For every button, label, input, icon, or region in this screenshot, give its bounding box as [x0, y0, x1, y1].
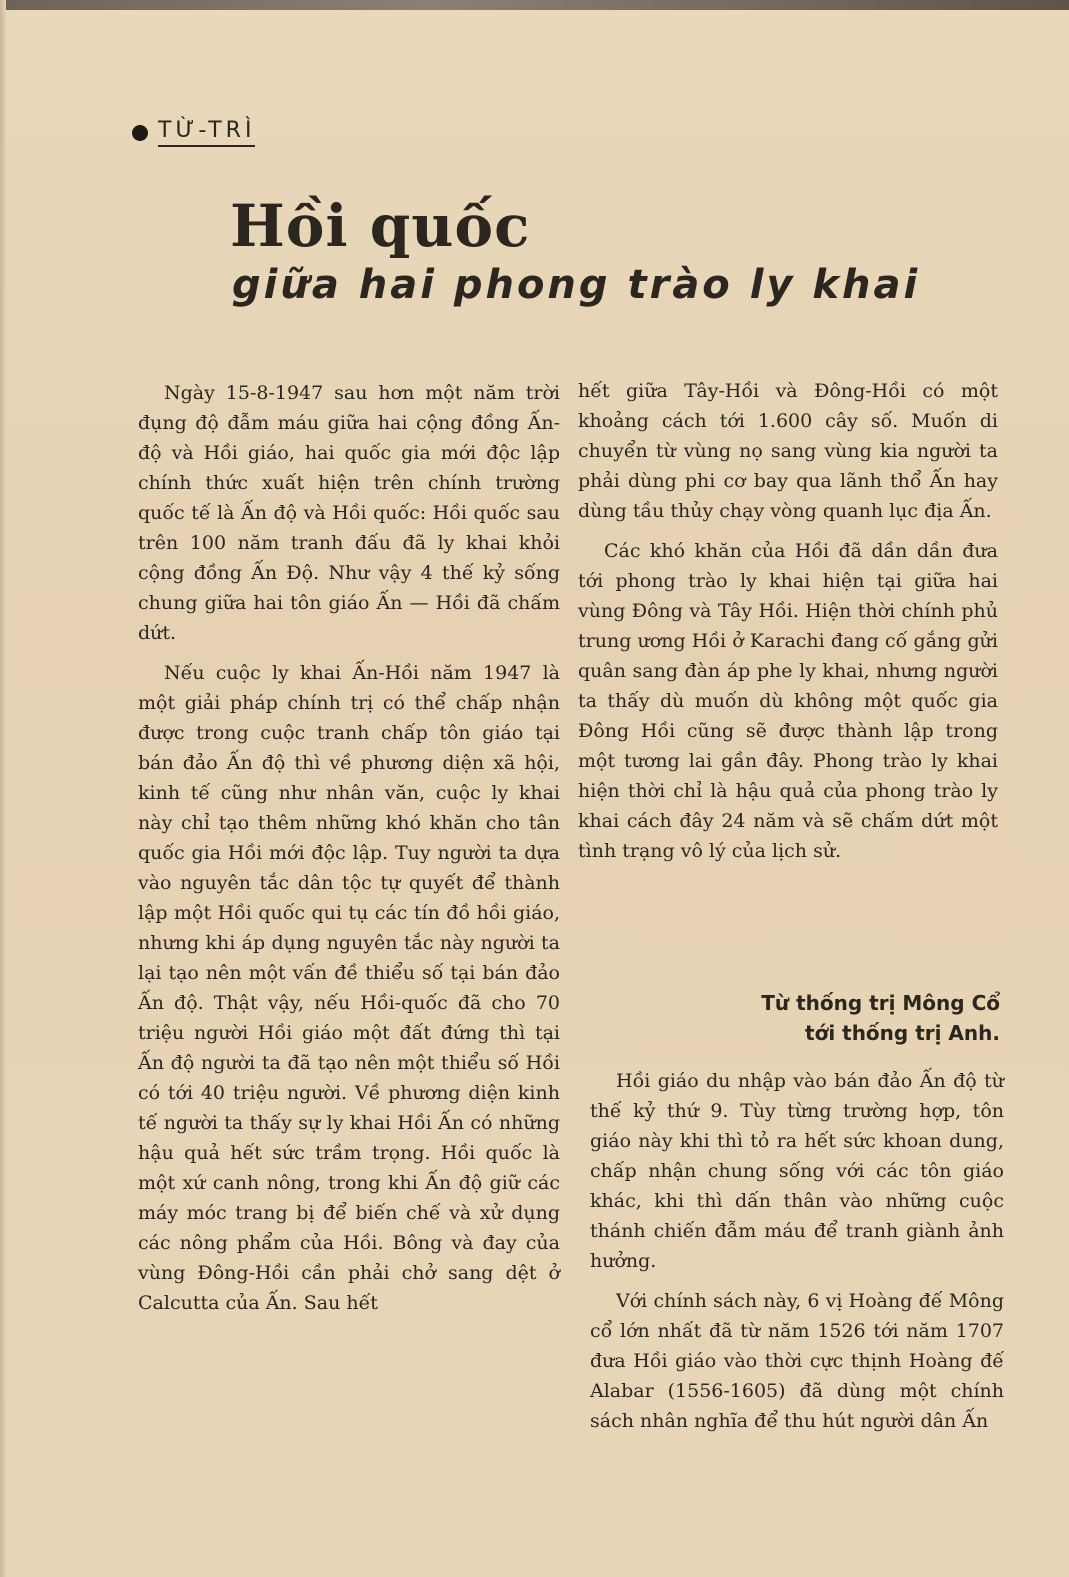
- page-top-edge: [0, 0, 1069, 10]
- section-subheading: [640, 988, 1000, 1048]
- subheading-line: Từ thống trị Mông Cổ: [761, 991, 1000, 1015]
- paragraph: hết giữa Tây-Hồi và Đông-Hồi có một khoảng cách tới 1.600 cây số. Muốn di chuyển từ vùng nọ sang vùng kia người ta phải dùng phi cơ bay qua lãnh thổ Ấn hay dùng tầu thủy chạy vòng quanh lục địa Ấn.: [578, 380, 998, 522]
- section-tag-label: TỪ-TRÌ: [158, 118, 255, 147]
- paragraph: Với chính sách này, 6 vị Hoàng đế Mông cổ lớn nhất đã từ năm 1526 tới năm 1707 đưa Hồi giáo vào thời cực thịnh Hoàng đế Alabar (1556-1605) đã dùng một chính sách nhân nghĩa để thu hút người dân Ấn: [590, 1290, 1004, 1432]
- page-left-edge: [0, 0, 6, 1577]
- paragraph: Ngày 15-8-1947 sau hơn một năm trời đụng độ đẫm máu giữa hai cộng đồng Ấn-độ và Hồi giáo, hai quốc gia mới độc lập chính thức xuất hiện trên chính trường quốc tế là Ấn độ và Hồi quốc: Hồi quốc sau trên 100 năm tranh đấu đã ly khai khỏi cộng đồng Ấn Độ. Như vậy 4 thế kỷ sống chung giữa hai tôn giáo Ấn — Hồi đã chấm dứt.: [138, 382, 560, 644]
- bullet-icon: [132, 125, 148, 141]
- right-column-top: [578, 376, 998, 866]
- article-title: Hồi quốc: [230, 192, 531, 260]
- paragraph: Hồi giáo du nhập vào bán đảo Ấn độ từ thế kỷ thứ 9. Tùy từng trường hợp, tôn giáo này khi thì tỏ ra hết sức khoan dung, chấp nhận chung sống với các tôn giáo khác, khi thì dấn thân vào những cuộc thánh chiến đẫm máu để tranh giành ảnh hưởng.: [590, 1070, 1004, 1272]
- subheading-line: tới thống trị Anh.: [805, 1021, 1000, 1045]
- paragraph: Nếu cuộc ly khai Ấn-Hồi năm 1947 là một giải pháp chính trị có thể chấp nhận được trong cuộc tranh chấp tôn giáo tại bán đảo Ấn độ thì về phương diện xã hội, kinh tế cũng như nhân văn, cuộc ly khai này chỉ tạo thêm những khó khăn cho tân quốc gia Hồi mới độc lập. Tuy người ta dựa vào nguyên tắc dân tộc tự quyết để thành lập một Hồi quốc qui tụ các tín đồ hồi giáo, nhưng khi áp dụng nguyên tắc này người ta lại tạo nên một vấn đề thiểu số tại bán đảo Ấn độ. Thật vậy, nếu Hồi-quốc đã cho 70 triệu người Hồi giáo một đất đứng thì tại Ấn độ người ta đã tạo nên một thiểu số Hồi có tới 40 triệu người. Về phương diện kinh tế người ta thấy sự ly khai Hồi Ấn có những hậu quả hết sức trầm trọng. Hồi quốc là một xứ canh nông, trong khi Ấn độ giữ các máy móc trang bị để biến chế và xử dụng các nông phẩm của Hồi. Bông và đay của vùng Đông-Hồi cần phải chở sang dệt ở Calcutta của Ấn. Sau hết: [138, 662, 560, 1314]
- left-column: [138, 378, 560, 1318]
- paragraph: Các khó khăn của Hồi đã dần dần đưa tới phong trào ly khai hiện tại giữa hai vùng Đông và Tây Hồi. Hiện thời chính phủ trung ương Hồi ở Karachi đang cố gắng gửi quân sang đàn áp phe ly khai, nhưng người ta thấy dù muốn dù không một quốc gia Đông Hồi cũng sẽ được thành lập trong một tương lai gần đây. Phong trào ly khai hiện thời chỉ là hậu quả của phong trào ly khai cách đây 24 năm và sẽ chấm dứt một tình trạng vô lý của lịch sử.: [578, 540, 998, 862]
- article-subtitle: giữa hai phong trào ly khai: [232, 262, 921, 308]
- section-tag: [132, 118, 255, 147]
- right-column-bottom: [590, 1066, 1004, 1436]
